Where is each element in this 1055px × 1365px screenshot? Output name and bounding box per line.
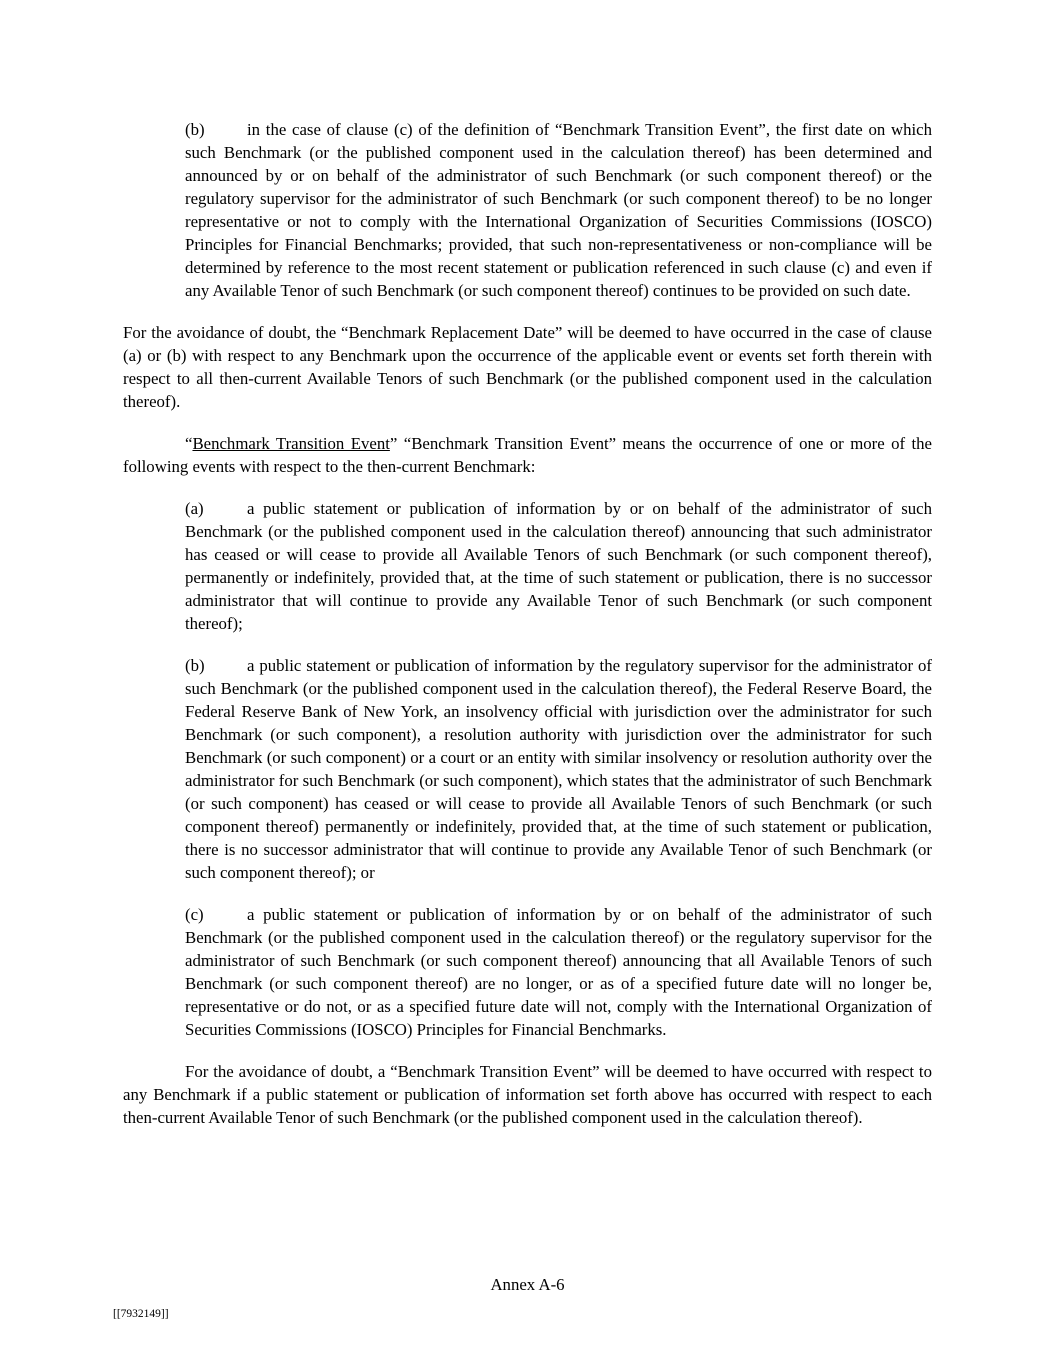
- page-footer: [0, 1255, 1055, 1365]
- clause-label-a: (a): [185, 499, 204, 518]
- paragraph-avoidance-of-doubt-transition-event: For the avoidance of doubt, a “Benchmark Transition Event” will be deemed to have occurred with respect to any Benchmark if a public statement or publication of information set forth above has occurred with respect to each then-current Available Tenor of such Benchmark (or the published component used in the calculation thereof).: [123, 1062, 932, 1127]
- paragraph-clause-c-transition: [185, 903, 932, 1041]
- page-number: Annex A-6: [490, 1275, 565, 1294]
- benchmark-transition-event-definition-text: ” “Benchmark Transition Event” means the occurrence of one or more of the following events with respect to the then-current Benchmark:: [123, 434, 932, 476]
- clause-label-c-transition: (c): [185, 905, 204, 924]
- paragraph-benchmark-transition-event-definition: [123, 432, 932, 478]
- paragraph-clause-b-transition: [185, 654, 932, 884]
- clause-label-b: (b): [185, 120, 205, 139]
- defined-term-benchmark-transition-event: Benchmark Transition Event: [192, 434, 390, 453]
- clause-a-transition-text: a public statement or publication of information by or on behalf of the administrator of such Benchmark (or the published component used in the calculation thereof) announcing that such administrator has ceased or will cease to provide all Available Tenors of such Benchmark (or such component thereof), permanently or indefinitely, provided that, at the time of such statement or publication, there is no successor administrator that will continue to provide any Available Tenor of such Benchmark (or such component thereof);: [185, 499, 932, 633]
- paragraph-clause-b-definition: [185, 118, 932, 302]
- paragraph-clause-a-transition: [185, 497, 932, 635]
- clause-label-b-transition: (b): [185, 656, 205, 675]
- paragraph-avoidance-of-doubt-replacement-date: For the avoidance of doubt, the “Benchmark Replacement Date” will be deemed to have occurred in the case of clause (a) or (b) with respect to any Benchmark upon the occurrence of the applicable event or events set forth therein with respect to all then-current Available Tenors of such Benchmark (or the published component used in the calculation thereof).: [123, 323, 932, 411]
- clause-b-definition-text: in the case of clause (c) of the definition of “Benchmark Transition Event”, the first date on which such Benchmark (or the published component used in the calculation thereof) has been determined and announced by or on behalf of the administrator of such Benchmark (or such component thereof) or the regulatory supervisor for the administrator of such Benchmark (or such component thereof) to be no longer representative or not to comply with the International Organization of Securities Commissions (IOSCO) Principles for Financial Benchmarks; provided, that such non-representativeness or non-compliance will be determined by reference to the most recent statement or publication referenced in such clause (c) and even if any Available Tenor of such Benchmark (or such component thereof) continues to be provided on such date.: [185, 120, 932, 300]
- clause-b-transition-text: a public statement or publication of information by the regulatory supervisor for the administrator of such Benchmark (or the published component used in the calculation thereof), the Federal Reserve Board, the Federal Reserve Bank of New York, an insolvency official with jurisdiction over the administrator for such Benchmark (or such component), a resolution authority with jurisdiction over the administrator for such Benchmark (or such component) or a court or an entity with similar insolvency or resolution authority over the administrator for such Benchmark (or such component), which states that the administrator of such Benchmark (or such component) has ceased or will cease to provide all Available Tenors of such Benchmark (or such component thereof) permanently or indefinitely, provided that, at the time of such statement or publication, there is no successor administrator that will continue to provide any Available Tenor of such Benchmark (or such component thereof); or: [185, 656, 932, 882]
- clause-c-transition-text: a public statement or publication of information by or on behalf of the administrator of such Benchmark (or the published component used in the calculation thereof) or the regulatory supervisor for the administrator of such Benchmark (or such component thereof) announcing that all Available Tenors of such Benchmark (or such component thereof) are no longer, or as of a specified future date will no longer be, representative or do not, or as a specified future date will not, comply with the International Organization of Securities Commissions (IOSCO) Principles for Financial Benchmarks.: [185, 905, 932, 1039]
- quote-open: “: [185, 434, 193, 453]
- document-id: [[7932149]]: [113, 1308, 169, 1320]
